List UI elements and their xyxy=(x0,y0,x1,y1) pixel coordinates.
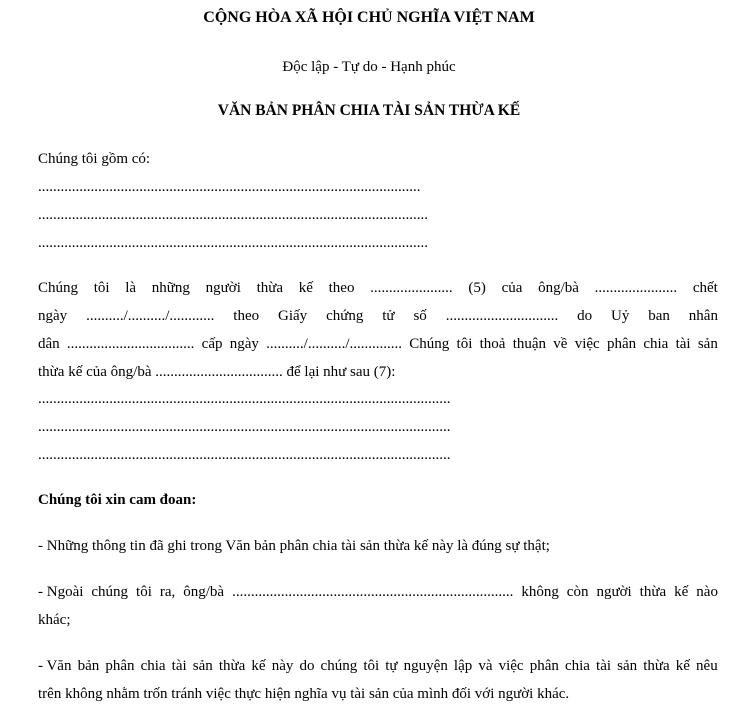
word: người xyxy=(205,280,241,296)
word: Chúng xyxy=(38,280,79,296)
word: theo xyxy=(328,280,355,296)
word: tự xyxy=(385,658,398,674)
word: lập xyxy=(453,658,473,674)
word: nguyện xyxy=(403,658,448,674)
word: ra, xyxy=(159,584,176,600)
document-title: VĂN BẢN PHÂN CHIA TÀI SẢN THỪA KẾ xyxy=(217,102,521,119)
word: tử xyxy=(382,308,395,324)
word: chứng xyxy=(326,308,364,324)
word: (5) xyxy=(468,280,486,296)
estate-blank-line-3: .............................................................................................................. xyxy=(38,447,451,463)
commitment-item-1: - Những thông tin đã ghi trong Văn bản phân chia tài sản thừa kế này là đúng sự thật; xyxy=(38,538,550,554)
agreement-line-3 xyxy=(38,335,718,353)
word: ông/bà xyxy=(538,280,579,296)
word: tài xyxy=(171,658,187,674)
commitment-item-2-line-2: khác; xyxy=(38,612,71,628)
word: kế xyxy=(298,280,313,296)
word: cấp xyxy=(201,336,223,352)
commitment-item-3-line-1 xyxy=(38,657,718,675)
word: sản xyxy=(192,658,213,674)
word: ban xyxy=(648,308,670,324)
commitment-item-2-line-1 xyxy=(38,583,718,601)
word: số xyxy=(413,308,427,324)
word: .............................. xyxy=(445,308,559,324)
agreement-line-4: thừa kế của ông/bà .................................. để lại như sau (7): xyxy=(38,364,396,380)
word: còn xyxy=(566,584,589,600)
parties-blank-line-3: ........................................................................................................ xyxy=(38,235,428,251)
estate-blank-line-2: .............................................................................................................. xyxy=(38,419,451,435)
agreement-line-1 xyxy=(38,279,718,297)
word: thừa xyxy=(643,658,670,674)
word: thoả xyxy=(479,336,506,352)
word: nào xyxy=(696,584,718,600)
word: không xyxy=(521,584,559,600)
word: thừa xyxy=(218,658,246,674)
word: này xyxy=(271,658,294,674)
word: ...................... xyxy=(594,280,678,296)
word: chia xyxy=(643,336,669,352)
agreement-line-2 xyxy=(38,307,718,325)
word: do xyxy=(299,658,315,674)
estate-blank-line-1: .............................................................................................................. xyxy=(38,391,451,407)
word: chia xyxy=(140,658,166,674)
word: việc xyxy=(498,658,524,674)
word: Chúng xyxy=(409,336,450,352)
word: tôi xyxy=(93,280,110,296)
word: phân xyxy=(529,658,559,674)
parties-label: Chúng tôi gồm có: xyxy=(38,151,151,167)
commitment-heading: Chúng tôi xin cam đoan: xyxy=(38,492,197,508)
word: tôi xyxy=(363,658,380,674)
word: tài xyxy=(675,336,691,352)
word: thuận xyxy=(512,336,547,352)
word: tài xyxy=(596,658,612,674)
word: thừa xyxy=(639,584,667,600)
word: ........................................................................... xyxy=(232,584,514,600)
word: chết xyxy=(692,280,718,296)
word: ông/bà xyxy=(183,584,225,600)
word: chia xyxy=(564,658,590,674)
word: kế xyxy=(674,584,689,600)
word: kế xyxy=(251,658,266,674)
word: bản xyxy=(77,658,100,674)
word: việc xyxy=(574,336,600,352)
word: .................................. xyxy=(66,336,195,352)
parties-blank-line-1: ...................................................................................................... xyxy=(38,179,421,195)
word: thừa xyxy=(256,280,284,296)
word: Giấy xyxy=(278,308,308,324)
word: phân xyxy=(606,336,637,352)
commitment-item-3-line-2: trên không nhằm trốn tránh việc thực hiện nghĩa vụ tài sản của mình đối với người khác. xyxy=(38,686,570,702)
word: kế xyxy=(675,658,690,674)
word: - Văn xyxy=(38,658,72,674)
national-title: CỘNG HÒA XÃ HỘI CHỦ NGHĨA VIỆT NAM xyxy=(203,9,535,26)
word: ...................... xyxy=(370,280,453,296)
word: ........../........../.............. xyxy=(266,336,403,352)
word: do xyxy=(577,308,593,324)
word: những xyxy=(151,280,190,296)
word: nhân xyxy=(688,308,718,324)
word: chúng xyxy=(91,584,129,600)
word: ngày xyxy=(229,336,259,352)
word: nêu xyxy=(696,658,718,674)
word: ngày xyxy=(38,308,68,324)
word: theo xyxy=(233,308,260,324)
word: phân xyxy=(105,658,135,674)
word: Uỷ xyxy=(610,308,630,324)
parties-blank-line-2: ........................................................................................................ xyxy=(38,207,428,223)
word: dân xyxy=(38,336,60,352)
word: là xyxy=(125,280,137,296)
word: về xyxy=(553,336,568,352)
word: tôi xyxy=(136,584,152,600)
word: và xyxy=(478,658,493,674)
word: của xyxy=(501,280,523,296)
word: ........../........../............ xyxy=(86,308,215,324)
word: tôi xyxy=(456,336,473,352)
word: chúng xyxy=(320,658,358,674)
word: - Ngoài xyxy=(38,584,84,600)
word: sản xyxy=(697,336,718,352)
national-motto: Độc lập - Tự do - Hạnh phúc xyxy=(282,59,456,75)
word: người xyxy=(596,584,632,600)
word: sản xyxy=(617,658,638,674)
